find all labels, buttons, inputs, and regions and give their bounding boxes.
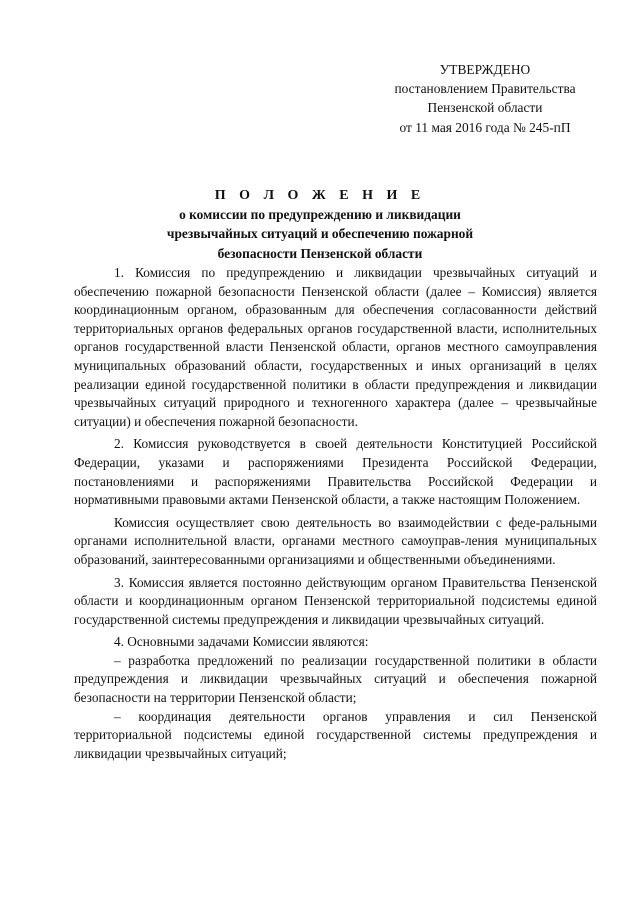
- document-subtitle: о комиссии по предупреждению и ликвидации: [179, 207, 461, 223]
- paragraph-2: 2. Комиссия руководствуется в своей деятельности Конституцией Российской Федерации, указами и распоряжениями Президента Российской Федерации, постановлениями и распоряжениями Правительства Российской Федерации и нормативными правовыми актами Пензенской области, а также настоящим Положением.: [74, 436, 597, 508]
- paragraph-1: 1. Комиссия по предупреждению и ликвидации чрезвычайных ситуаций и обеспечению пожарной безопасности Пензенской области (далее – Комиссия) является координационным органом, образованным для обеспечения согласованности действий территориальных органов федеральных органов государственной власти, исполнительных органов государственной власти Пензенской области, органов местного самоуправления муниципальных образований области, государственных и иных организаций в целях реализации единой государственной политики в области предупреждения и ликвидации чрезвычайных ситуаций природного и техногенного характера (далее – чрезвычайные ситуации) и обеспечения пожарной безопасности.: [74, 265, 597, 429]
- document-heading: [120, 186, 520, 263]
- approval-date: от 11 мая 2016 года № 245-пП: [399, 119, 571, 135]
- approval-line: Пензенской области: [427, 100, 543, 116]
- task-item: – разработка предложений по реализации государственной политики в области предупреждения и ликвидации чрезвычайных ситуаций и обеспечения пожарной безопасности на территории Пензенской области;: [74, 652, 597, 706]
- approval-stamp: [378, 60, 592, 137]
- document-title: П О Л О Ж Е Н И Е: [214, 188, 426, 203]
- document-subtitle: чрезвычайных ситуаций и обеспечению пожарной: [166, 226, 474, 242]
- paragraph-3: 3. Комиссия является постоянно действующим органом Правительства Пензенской области и координационным органом Пензенской территориальной подсистемы единой государственной системы предупреждения и ликвидации чрезвычайных ситуаций.: [74, 574, 597, 627]
- document-subtitle: безопасности Пензенской области: [217, 245, 423, 261]
- paragraph-interaction: Комиссия осуществляет свою деятельность во взаимодействии с феде-ральными органами исполнительной власти, органами местного самоуправ-ления муниципальных образований, заинтересованными организациями и общественными объединениями.: [74, 514, 597, 567]
- document-body: [74, 264, 597, 763]
- approval-title: УТВЕРЖДЕНО: [439, 62, 531, 77]
- paragraph-4: 4. Основными задачами Комиссии являются:: [114, 634, 369, 650]
- approval-line: постановлением Правительства: [394, 81, 576, 97]
- task-item: – координация деятельности органов управления и сил Пензенской территориальной подсистемы единой государственной системы предупреждения и ликвидации чрезвычайных ситуаций;: [74, 708, 597, 761]
